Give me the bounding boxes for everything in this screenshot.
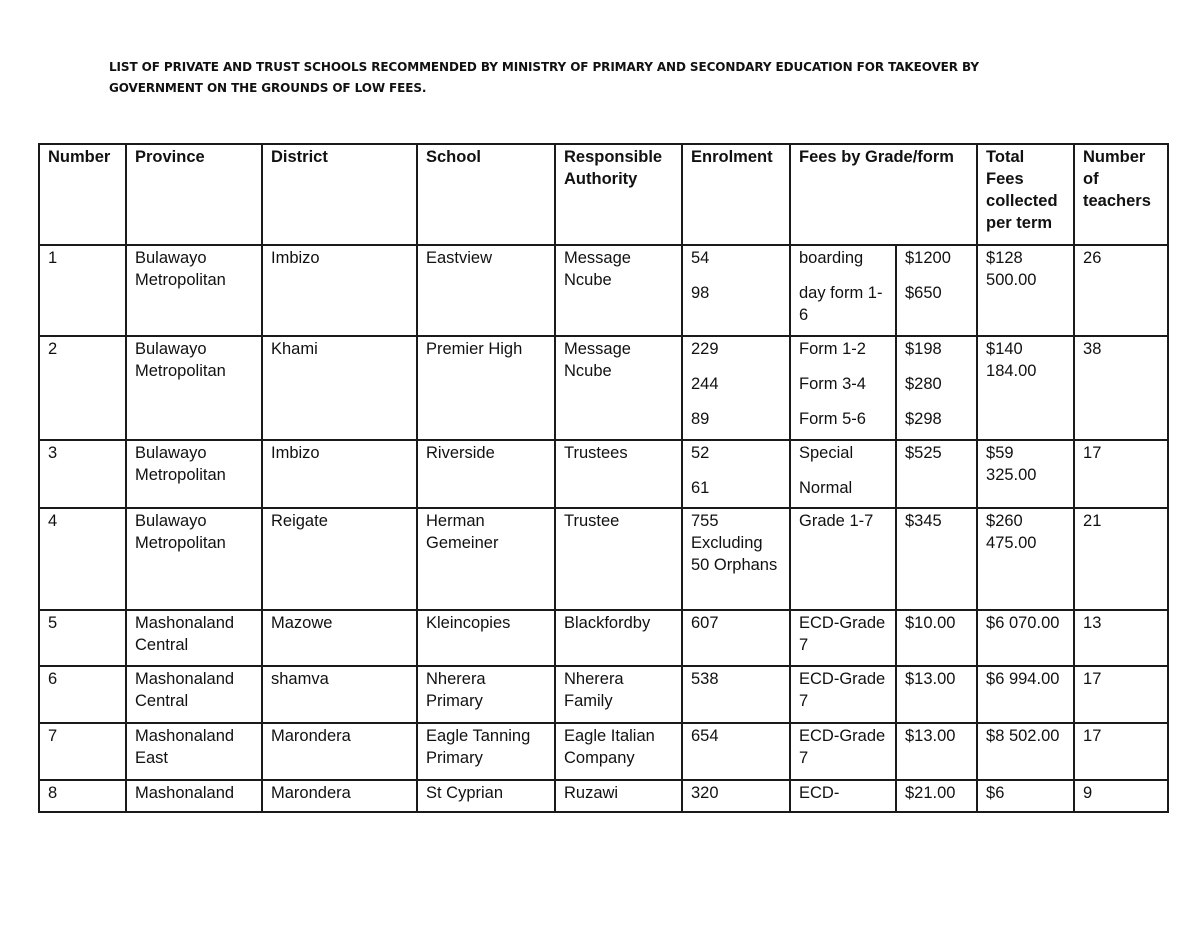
fee-value: $280	[905, 375, 942, 393]
cell-total: $59 325.00	[977, 440, 1074, 508]
cell-district: Reigate	[262, 508, 417, 610]
table-row	[39, 780, 1168, 812]
cell-total: $6 994.00	[977, 666, 1074, 723]
enrolment-value: 98	[691, 284, 710, 302]
enrolment-value: 244	[691, 375, 719, 393]
cell-province: Mashonaland East	[126, 723, 262, 780]
cell-province: Mashonaland	[126, 780, 262, 812]
cell-total: $6 070.00	[977, 610, 1074, 666]
cell-enrolment: 654	[682, 723, 790, 780]
table-row	[39, 723, 1168, 780]
fee-value: $298	[905, 410, 942, 428]
cell-province: Bulawayo Metropolitan	[126, 336, 262, 440]
cell-fee	[896, 245, 977, 336]
fee-value: $650	[905, 284, 942, 302]
table-row	[39, 610, 1168, 666]
grade-value: Form 5-6	[799, 410, 866, 428]
title-line-1: LIST OF PRIVATE AND TRUST SCHOOLS RECOMMENDED BY MINISTRY OF PRIMARY AND SECONDARY EDUCATION FOR TAKEOVER BY	[109, 60, 979, 74]
cell-enrolment: 320	[682, 780, 790, 812]
header-number: Number	[39, 144, 126, 245]
cell-number: 4	[39, 508, 126, 610]
cell-enrolment	[682, 440, 790, 508]
cell-school: St Cyprian	[417, 780, 555, 812]
cell-school: Eastview	[417, 245, 555, 336]
cell-enrolment	[682, 245, 790, 336]
header-authority: Responsible Authority	[555, 144, 682, 245]
table-row	[39, 666, 1168, 723]
grade-value: Form 1-2	[799, 340, 866, 358]
cell-grade: ECD-	[790, 780, 896, 812]
cell-teachers: 17	[1074, 723, 1168, 780]
cell-district: Mazowe	[262, 610, 417, 666]
cell-total: $8 502.00	[977, 723, 1074, 780]
cell-school: Premier High	[417, 336, 555, 440]
cell-school: Kleincopies	[417, 610, 555, 666]
cell-fee	[896, 440, 977, 508]
enrolment-value: 229	[691, 340, 719, 358]
cell-authority: Trustees	[555, 440, 682, 508]
cell-authority: Blackfordby	[555, 610, 682, 666]
enrolment-value: 61	[691, 479, 710, 497]
cell-authority: Ruzawi	[555, 780, 682, 812]
cell-school: Eagle Tanning Primary	[417, 723, 555, 780]
cell-district: Marondera	[262, 780, 417, 812]
schools-table	[38, 143, 1169, 813]
header-fees: Fees by Grade/form	[790, 144, 977, 245]
header-school: School	[417, 144, 555, 245]
cell-number: 1	[39, 245, 126, 336]
cell-teachers: 17	[1074, 440, 1168, 508]
fee-value: $198	[905, 340, 942, 358]
cell-fee: $13.00	[896, 666, 977, 723]
cell-total: $6	[977, 780, 1074, 812]
cell-number: 7	[39, 723, 126, 780]
cell-authority: Message Ncube	[555, 336, 682, 440]
cell-grade	[790, 440, 896, 508]
cell-total: $128 500.00	[977, 245, 1074, 336]
cell-school: Herman Gemeiner	[417, 508, 555, 610]
grade-value: Form 3-4	[799, 375, 866, 393]
cell-teachers: 9	[1074, 780, 1168, 812]
enrolment-value: 52	[691, 444, 710, 462]
grade-value: Normal	[799, 479, 853, 497]
cell-enrolment: 755 Excluding 50 Orphans	[682, 508, 790, 610]
cell-enrolment: 538	[682, 666, 790, 723]
table-row	[39, 245, 1168, 336]
fee-value: $525	[905, 444, 942, 462]
cell-province: Bulawayo Metropolitan	[126, 245, 262, 336]
cell-teachers: 17	[1074, 666, 1168, 723]
cell-number: 3	[39, 440, 126, 508]
cell-grade: ECD-Grade 7	[790, 723, 896, 780]
cell-school: Nherera Primary	[417, 666, 555, 723]
cell-number: 2	[39, 336, 126, 440]
cell-teachers: 21	[1074, 508, 1168, 610]
cell-district: Imbizo	[262, 245, 417, 336]
cell-province: Bulawayo Metropolitan	[126, 508, 262, 610]
cell-grade	[790, 245, 896, 336]
cell-fee	[896, 336, 977, 440]
title-line-2: GOVERNMENT ON THE GROUNDS OF LOW FEES.	[109, 81, 427, 95]
cell-total: $260 475.00	[977, 508, 1074, 610]
cell-number: 5	[39, 610, 126, 666]
header-row	[39, 144, 1168, 245]
cell-grade	[790, 336, 896, 440]
cell-district: Khami	[262, 336, 417, 440]
cell-teachers: 26	[1074, 245, 1168, 336]
cell-fee: $13.00	[896, 723, 977, 780]
cell-enrolment	[682, 336, 790, 440]
cell-district: Marondera	[262, 723, 417, 780]
cell-enrolment: 607	[682, 610, 790, 666]
cell-province: Mashonaland Central	[126, 610, 262, 666]
grade-value: day form 1-6	[799, 284, 883, 324]
fee-value: $1200	[905, 249, 951, 267]
cell-district: shamva	[262, 666, 417, 723]
cell-province: Bulawayo Metropolitan	[126, 440, 262, 508]
table-row	[39, 440, 1168, 508]
cell-teachers: 13	[1074, 610, 1168, 666]
table-row	[39, 508, 1168, 610]
grade-value: Special	[799, 444, 854, 462]
table-row	[39, 336, 1168, 440]
enrolment-value: 54	[691, 249, 710, 267]
cell-authority: Eagle Italian Company	[555, 723, 682, 780]
header-teachers: Number of teachers	[1074, 144, 1168, 245]
cell-fee: $345	[896, 508, 977, 610]
cell-teachers: 38	[1074, 336, 1168, 440]
header-enrolment: Enrolment	[682, 144, 790, 245]
cell-school: Riverside	[417, 440, 555, 508]
cell-total: $140 184.00	[977, 336, 1074, 440]
cell-number: 6	[39, 666, 126, 723]
cell-grade: ECD-Grade 7	[790, 610, 896, 666]
cell-fee: $10.00	[896, 610, 977, 666]
header-district: District	[262, 144, 417, 245]
grade-value: boarding	[799, 249, 864, 267]
cell-authority: Message Ncube	[555, 245, 682, 336]
cell-grade: Grade 1-7	[790, 508, 896, 610]
cell-number: 8	[39, 780, 126, 812]
cell-grade: ECD-Grade 7	[790, 666, 896, 723]
page-title	[109, 57, 1109, 99]
cell-authority: Nherera Family	[555, 666, 682, 723]
header-total: Total Fees collected per term	[977, 144, 1074, 245]
cell-fee: $21.00	[896, 780, 977, 812]
cell-district: Imbizo	[262, 440, 417, 508]
header-province: Province	[126, 144, 262, 245]
enrolment-value: 89	[691, 410, 710, 428]
cell-authority: Trustee	[555, 508, 682, 610]
cell-province: Mashonaland Central	[126, 666, 262, 723]
